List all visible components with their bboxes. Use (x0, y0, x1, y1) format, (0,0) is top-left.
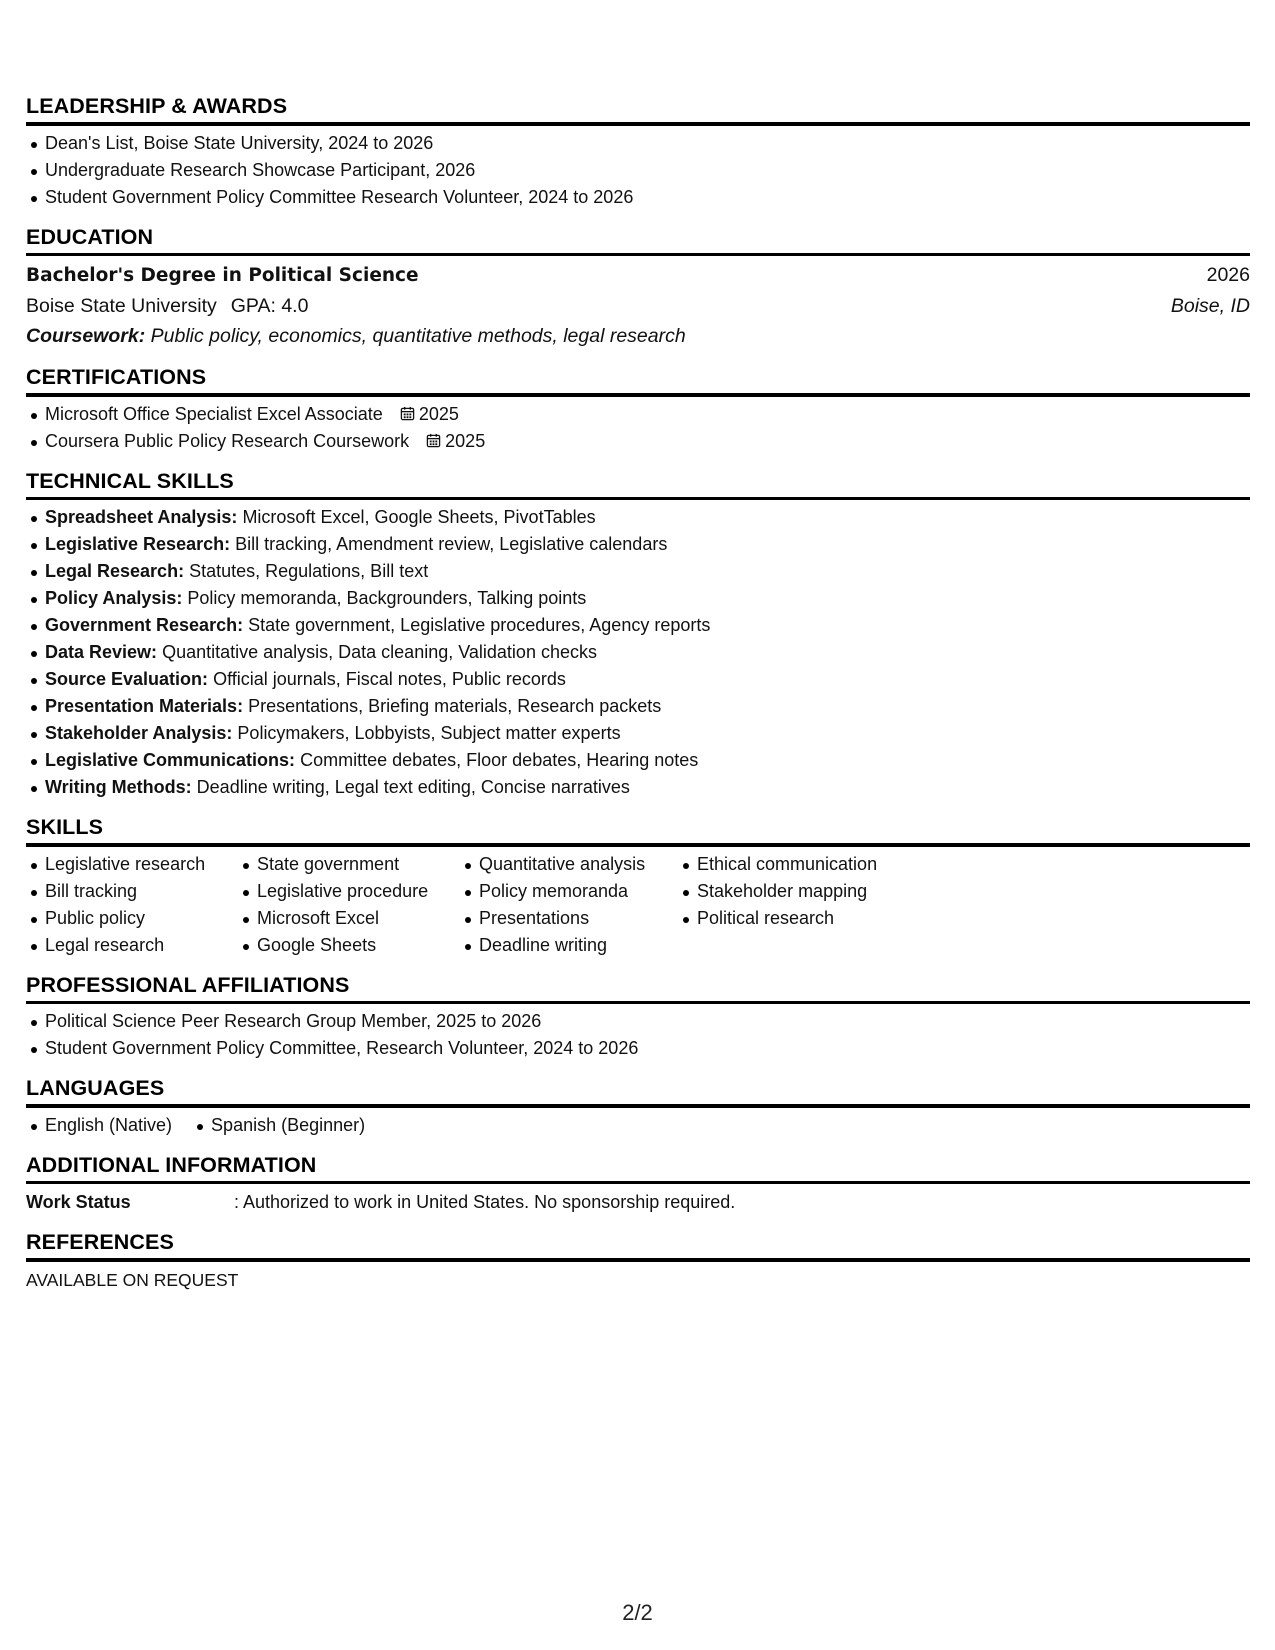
list-item: Presentations (460, 905, 678, 932)
skill-label: Spreadsheet Analysis: (45, 507, 238, 527)
section-divider (26, 122, 1250, 126)
list-item: Student Government Policy Committee, Research Volunteer, 2024 to 2026 (26, 1035, 1250, 1062)
additional-info-title: ADDITIONAL INFORMATION (26, 1152, 317, 1177)
list-item (26, 747, 1250, 774)
affiliations-list (26, 1008, 1250, 1062)
list-item (26, 558, 1250, 585)
section-divider (26, 393, 1250, 397)
list-item: Dean's List, Boise State University, 2024 to 2026 (26, 130, 1250, 157)
certification-year: 2025 (418, 403, 459, 424)
skill-value: Policymakers, Lobbyists, Subject matter experts (237, 723, 621, 743)
skill-value: Deadline writing, Legal text editing, Concise narratives (196, 777, 630, 797)
list-item (26, 612, 1250, 639)
skills-column (26, 851, 238, 959)
skill-label: Source Evaluation: (45, 669, 209, 689)
list-item (26, 774, 1250, 801)
section-divider (26, 843, 1250, 847)
calendar-icon (400, 406, 415, 421)
references-text: AVAILABLE ON REQUEST (26, 1269, 239, 1290)
technical-skills-title: TECHNICAL SKILLS (26, 468, 234, 493)
skill-value: Official journals, Fiscal notes, Public records (213, 669, 566, 689)
skill-label: Legislative Research: (45, 534, 231, 554)
calendar-icon (426, 433, 441, 448)
list-item (26, 639, 1250, 666)
list-item (26, 666, 1250, 693)
certification-item (26, 401, 1250, 428)
affiliations-section (26, 971, 1250, 1063)
references-title: REFERENCES (26, 1230, 174, 1254)
certification-name: Microsoft Office Specialist Excel Associate (45, 403, 383, 424)
coursework (26, 321, 686, 351)
list-item: Legislative research (26, 851, 238, 878)
education-title: EDUCATION (26, 224, 154, 249)
section-divider (26, 253, 1250, 257)
list-item: Policy memoranda (460, 878, 678, 905)
skills-title: SKILLS (26, 815, 104, 839)
certifications-list (26, 401, 1250, 455)
work-status-label: Work Status (26, 1192, 131, 1212)
skill-label: Stakeholder Analysis: (45, 723, 233, 743)
list-item: Bill tracking (26, 878, 238, 905)
skill-value: State government, Legislative procedures, Agency reports (248, 615, 711, 635)
languages-title: LANGUAGES (26, 1076, 165, 1100)
list-item: Legal research (26, 932, 238, 959)
skill-value: Presentations, Briefing materials, Research packets (248, 696, 662, 716)
references-section (26, 1228, 1250, 1294)
graduation-year: 2026 (1206, 264, 1250, 286)
certifications-section (26, 363, 1250, 455)
list-item (26, 585, 1250, 612)
coursework-label: Coursework: (26, 325, 146, 347)
degree-name: Bachelor's Degree in Political Science (26, 265, 419, 286)
skill-label: Policy Analysis: (45, 588, 183, 608)
list-item: Political Science Peer Research Group Member, 2025 to 2026 (26, 1008, 1250, 1035)
section-divider (26, 1258, 1250, 1262)
leadership-list (26, 130, 1250, 211)
list-item: Deadline writing (460, 932, 678, 959)
certifications-title: CERTIFICATIONS (26, 365, 207, 389)
education-section (26, 223, 1250, 352)
skill-value: Microsoft Excel, Google Sheets, PivotTables (242, 507, 596, 527)
certification-name: Coursera Public Policy Research Coursework (45, 430, 410, 451)
skill-value: Committee debates, Floor debates, Hearing notes (300, 750, 699, 770)
work-status-value: : Authorized to work in United States. No sponsorship required. (234, 1192, 736, 1212)
list-item: Undergraduate Research Showcase Participant, 2026 (26, 157, 1250, 184)
certification-item (26, 428, 1250, 455)
list-item (26, 720, 1250, 747)
additional-info-section (26, 1151, 1250, 1217)
page-number: 2/2 (622, 1600, 653, 1625)
list-item: Legislative procedure (238, 878, 460, 905)
technical-skills-section (26, 467, 1250, 802)
list-item: Google Sheets (238, 932, 460, 959)
work-status-row (26, 1188, 1250, 1216)
certification-year: 2025 (445, 430, 486, 451)
skills-section (26, 813, 1250, 959)
section-divider (26, 1001, 1250, 1005)
section-divider (26, 497, 1250, 501)
skill-value: Policy memoranda, Backgrounders, Talking points (187, 588, 587, 608)
skills-column (238, 851, 460, 959)
list-item: State government (238, 851, 460, 878)
section-divider (26, 1181, 1250, 1185)
school-location: Boise, ID (1170, 295, 1250, 317)
leadership-section (26, 92, 1250, 211)
list-item: Political research (678, 905, 938, 932)
school-name: Boise State University (26, 295, 217, 317)
coursework-text: Public policy, economics, quantitative methods, legal research (150, 325, 686, 347)
languages-list (26, 1112, 1250, 1139)
list-item: Microsoft Excel (238, 905, 460, 932)
section-divider (26, 1104, 1250, 1108)
education-school-row (26, 291, 1250, 321)
list-item: English (Native) (26, 1112, 172, 1139)
list-item: Ethical communication (678, 851, 938, 878)
skill-label: Government Research: (45, 615, 244, 635)
skill-label: Data Review: (45, 642, 158, 662)
languages-section (26, 1074, 1250, 1139)
skills-column (460, 851, 678, 959)
list-item (26, 504, 1250, 531)
skills-grid (26, 851, 1250, 959)
skill-value: Quantitative analysis, Data cleaning, Validation checks (162, 642, 597, 662)
technical-skills-list (26, 504, 1250, 801)
list-item: Spanish (Beginner) (192, 1112, 365, 1139)
list-item: Student Government Policy Committee Research Volunteer, 2024 to 2026 (26, 184, 1250, 211)
coursework-row (26, 321, 1250, 351)
skills-column (678, 851, 938, 959)
skill-label: Legislative Communications: (45, 750, 296, 770)
list-item (26, 693, 1250, 720)
school-info (26, 291, 308, 321)
skill-label: Legal Research: (45, 561, 185, 581)
list-item: Stakeholder mapping (678, 878, 938, 905)
leadership-title: LEADERSHIP & AWARDS (26, 94, 288, 118)
list-item: Quantitative analysis (460, 851, 678, 878)
resume-page (26, 92, 1250, 1306)
skill-label: Writing Methods: (45, 777, 192, 797)
skill-value: Bill tracking, Amendment review, Legislative calendars (235, 534, 668, 554)
skill-label: Presentation Materials: (45, 696, 244, 716)
list-item (26, 531, 1250, 558)
list-item: Public policy (26, 905, 238, 932)
education-degree-row (26, 260, 1250, 291)
gpa: GPA: 4.0 (230, 295, 309, 317)
skill-value: Statutes, Regulations, Bill text (189, 561, 429, 581)
affiliations-title: PROFESSIONAL AFFILIATIONS (26, 972, 350, 997)
